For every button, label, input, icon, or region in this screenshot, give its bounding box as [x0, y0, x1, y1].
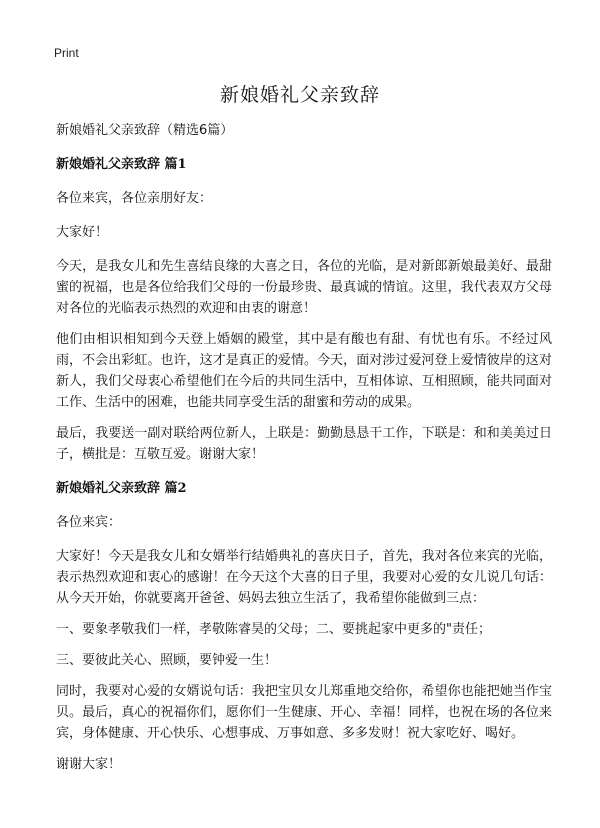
paragraph: 他们由相识相知到今天登上婚姻的殿堂，其中是有酸也有甜、有忧也有乐。不经过风雨，不会出彩虹。也许，这才是真正的爱情。今天，面对涉过爱河登上爱情彼岸的这对新人，我们父母衷心希望他们在今后的共同生活中，互相体谅、互相照顾，能共同面对工作、生活中的困难，也能共同享受生活的甜蜜和劳动的成果。	[56, 332, 552, 410]
paragraph: 同时，我要对心爱的女婿说句话：我把宝贝女儿郑重地交给你，希望你也能把她当作宝贝。最后，真心的祝福你们，愿你们一生健康、开心、幸福！同样，也祝在场的各位来宾，身体健康、开心快乐、心想事成、万事如意、多多发财！祝大家吃好、喝好。	[56, 684, 552, 741]
print-link[interactable]: Print	[54, 46, 79, 60]
section-heading: 新娘婚礼父亲致辞 篇1	[56, 157, 187, 172]
paragraph: 三、要彼此关心、照顾，要钟爱一生！	[56, 653, 278, 668]
paragraph: 谢谢大家！	[56, 757, 122, 772]
section-heading: 新娘婚礼父亲致辞 篇2	[56, 481, 187, 496]
paragraph: 各位来宾：	[56, 515, 122, 530]
document-subtitle: 新娘婚礼父亲致辞（精选6篇）	[56, 123, 234, 138]
paragraph: 最后，我要送一副对联给两位新人，上联是：勤勤恳恳干工作，下联是：和和美美过日子，横批是：互敬互爱。谢谢大家！	[56, 426, 552, 462]
paragraph: 大家好！今天是我女儿和女婿举行结婚典礼的喜庆日子，首先，我对各位来宾的光临，表示热烈欢迎和衷心的感谢！在今天这个大喜的日子里，我要对心爱的女儿说几句话：从今天开始，你就要离开爸爸、妈妈去独立生活了，我希望你能做到三点：	[56, 549, 552, 606]
paragraph: 一、要象孝敬我们一样，孝敬陈睿昊的父母；二、要挑起家中更多的"责任；	[56, 622, 491, 637]
paragraph: 各位来宾，各位亲朋好友：	[56, 191, 213, 206]
document-body	[56, 120, 552, 775]
document-title: 新娘婚礼父亲致辞	[219, 84, 380, 106]
paragraph: 今天，是我女儿和先生喜结良缘的大喜之日，各位的光临，是对新郎新娘最美好、最甜蜜的祝福，也是各位给我们父母的一份最珍贵、最真诚的情谊。这里，我代表双方父母对各位的光临表示热烈的欢迎和由衷的谢意！	[56, 259, 552, 316]
paragraph: 大家好！	[56, 225, 109, 240]
